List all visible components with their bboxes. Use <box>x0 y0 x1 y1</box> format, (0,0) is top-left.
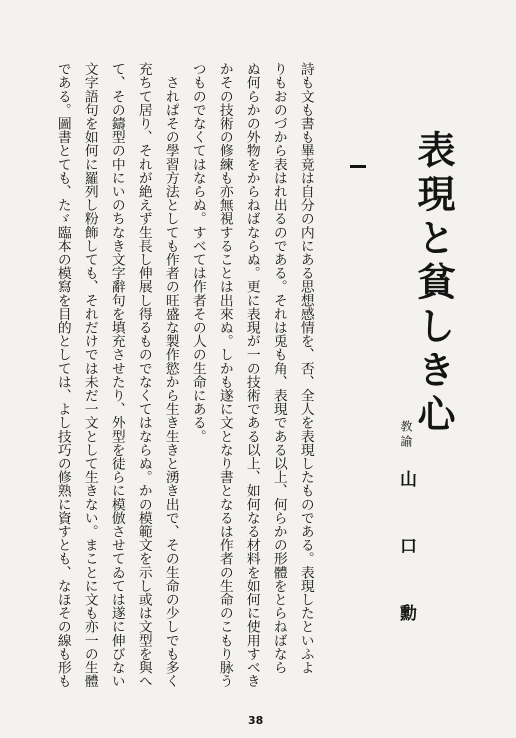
body-column: 文字語句を如何に羅列し粉飾しても、それだけでは未だ一文として生きない。まことに文も亦一の生體 <box>81 62 98 688</box>
page-number: 38 <box>248 714 264 727</box>
author-surname: 山 <box>396 469 416 487</box>
body-column: て、その鑄型の中にいのちなき文字辭句を填充させたり、外型を徒らに模倣させてゐては遂に伸びない <box>108 62 125 688</box>
body-column: ぬ何らかの外物をからねばならぬ。更に表現が一の技術である以上、如何なる材料を如何に使用すべき <box>243 62 260 688</box>
body-column: かその技術の修練も亦無視することは出來ぬ。しかも遂に文となり書となるは作者の生命のこもり脉う <box>216 62 233 688</box>
article-title: 表現と貧しき心 <box>411 130 456 438</box>
body-column: されぱその學習方法としても作者の旺盛な製作慾から生き生きと湧き出で、その生命の少しでも多く <box>162 62 179 688</box>
title-dash-mark <box>350 165 366 168</box>
body-column: つものでなくてはならぬ。すべては作者その人の生命にある。 <box>189 62 206 443</box>
body-column: 充ちて居り、それが絶えず生長し伸展し得るものでなくてはならぬ。かの模範文を示し或は文型を與へ <box>135 62 152 688</box>
body-column: 詩も文も書も畢竟は自分の内にある思想感情を、否、全人を表現したものである。表現したといふよ <box>297 62 314 674</box>
body-column: りもおのづから表はれ出るのである。それは兎も角、表現である以上、何らかの形體をとらねばなら <box>270 62 287 674</box>
author-byline <box>397 420 414 621</box>
scan-speck <box>416 30 476 40</box>
body-column: である。圖書とても、たゞ臨本の模寫を目的としては、よし技巧の修熟に資すとも、なほその線も形も <box>54 62 71 688</box>
author-given-name: 口 <box>396 536 416 554</box>
author-given-name-2: 勳 <box>396 603 416 621</box>
author-role: 教諭 <box>399 420 413 450</box>
